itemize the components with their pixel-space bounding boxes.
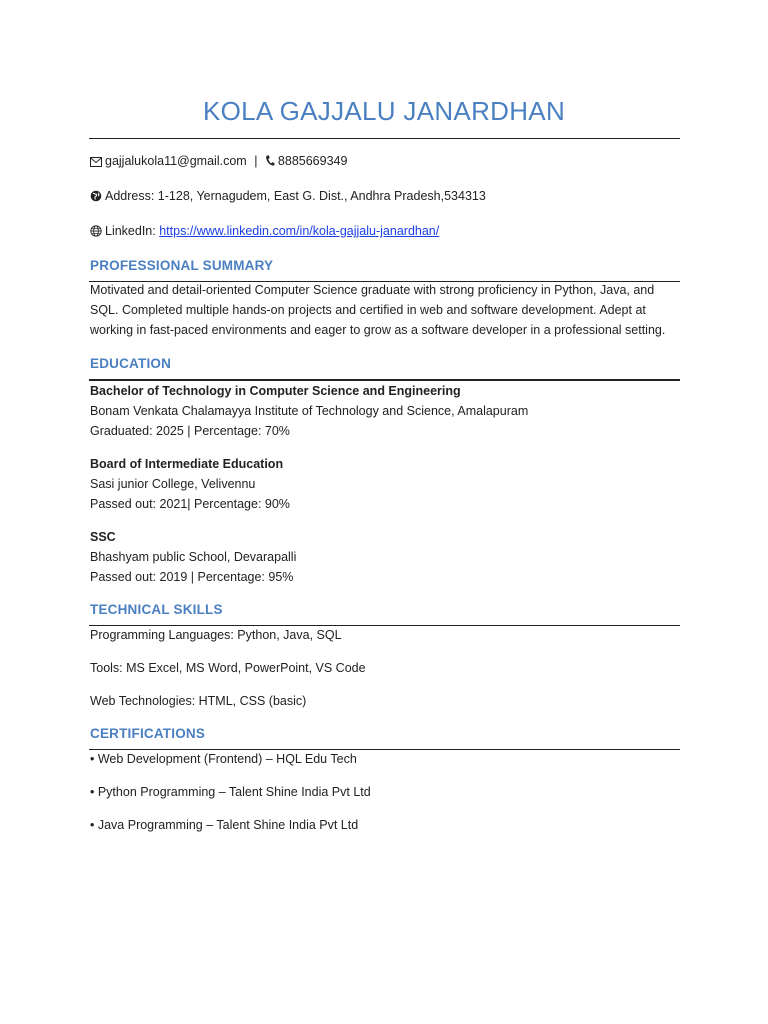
contact-address xyxy=(90,187,680,205)
education-degree: Bachelor of Technology in Computer Science and Engineering xyxy=(90,384,461,398)
education-details: Graduated: 2025 | Percentage: 70% xyxy=(90,424,290,438)
email-text[interactable]: gajjalukola11@gmail.com xyxy=(105,154,247,168)
summary-line: working in fast-paced environments and eager to grow as a software developer in a professional setting. xyxy=(90,323,666,337)
education-institution: Bhashyam public School, Devarapalli xyxy=(90,550,297,564)
certifications-heading: CERTIFICATIONS xyxy=(90,726,206,741)
education-divider xyxy=(89,379,680,381)
linkedin-link[interactable]: https://www.linkedin.com/in/kola-gajjalu-janardhan/ xyxy=(159,224,440,238)
contact-linkedin xyxy=(90,222,680,240)
globe-pin-icon xyxy=(90,189,105,203)
certification-item: • Web Development (Frontend) – HQL Edu Tech xyxy=(90,752,357,766)
education-institution: Bonam Venkata Chalamayya Institute of Technology and Science, Amalapuram xyxy=(90,404,529,418)
summary-line: Motivated and detail-oriented Computer Science graduate with strong proficiency in Python, Java, and xyxy=(90,283,655,297)
skills-item: Programming Languages: Python, Java, SQL xyxy=(90,628,342,642)
linkedin-label: LinkedIn: xyxy=(105,224,156,238)
header-divider xyxy=(89,138,680,139)
globe-icon xyxy=(90,224,105,238)
envelope-icon xyxy=(90,154,105,168)
skills-heading: TECHNICAL SKILLS xyxy=(90,602,223,617)
education-institution: Sasi junior College, Velivennu xyxy=(90,477,256,491)
education-degree: Board of Intermediate Education xyxy=(90,457,284,471)
candidate-name: KOLA GAJJALU JANARDHAN xyxy=(202,96,566,126)
contact-separator: | xyxy=(254,154,258,168)
skills-item: Web Technologies: HTML, CSS (basic) xyxy=(90,694,307,708)
summary-line: SQL. Completed multiple hands-on projects and certified in web and software development. Adept at xyxy=(90,303,646,317)
contact-email-phone xyxy=(90,152,680,170)
education-details: Passed out: 2019 | Percentage: 95% xyxy=(90,570,294,584)
skills-item: Tools: MS Excel, MS Word, PowerPoint, VS Code xyxy=(90,661,366,675)
education-details: Passed out: 2021| Percentage: 90% xyxy=(90,497,290,511)
phone-icon xyxy=(265,154,278,168)
summary-heading: PROFESSIONAL SUMMARY xyxy=(90,258,274,273)
certification-item: • Python Programming – Talent Shine India Pvt Ltd xyxy=(90,785,371,799)
education-degree: SSC xyxy=(90,530,116,544)
address-text: Address: 1-128, Yernagudem, East G. Dist., Andhra Pradesh,534313 xyxy=(105,189,486,203)
phone-text[interactable]: 8885669349 xyxy=(277,154,348,168)
certification-item: • Java Programming – Talent Shine India Pvt Ltd xyxy=(90,818,359,832)
education-heading: EDUCATION xyxy=(90,356,172,371)
